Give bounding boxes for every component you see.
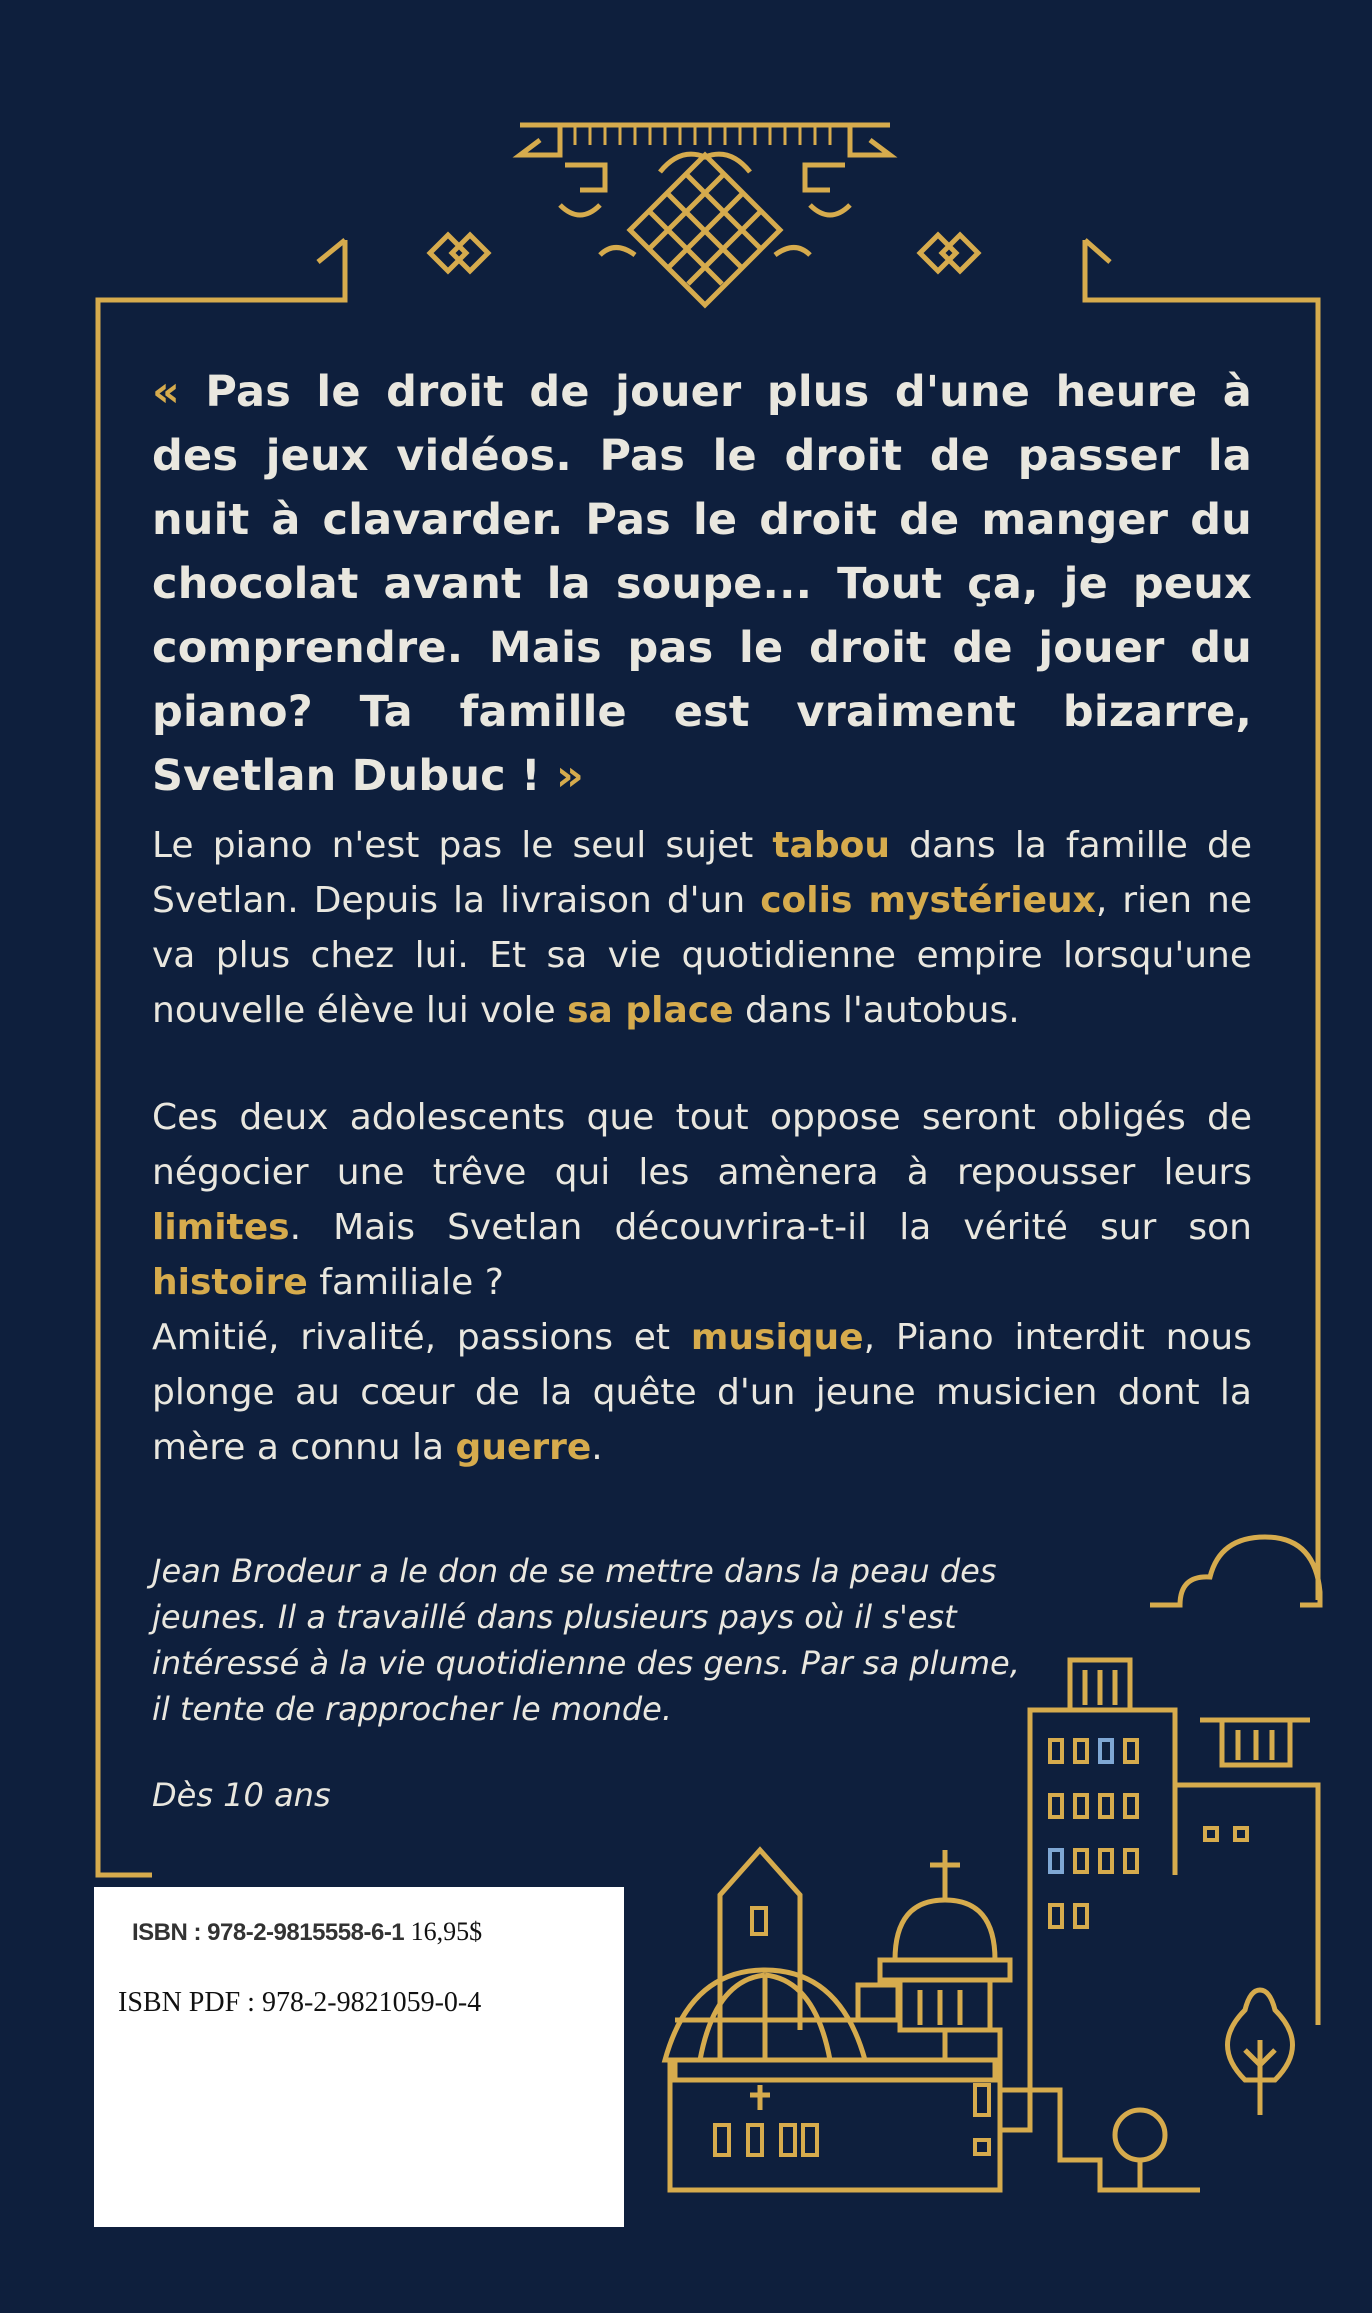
text-span: , Piano interdit nous plonge au cœur de la quête d'un jeune musicien dont la mère a connu la: [152, 1317, 1252, 1468]
cloud-icon: [1150, 1537, 1320, 1605]
text-span: , rien ne va plus chez lui. Et sa vie quotidienne empire lorsqu'une nouvelle élève lui vole: [152, 880, 1253, 1031]
isbn-pdf: ISBN PDF : 978-2-9821059-0-4: [118, 1987, 482, 2018]
text-span: Le piano n'est pas le seul sujet: [152, 825, 773, 866]
highlight-colis: colis mystérieux: [760, 880, 1096, 921]
isbn-print-line: [132, 1917, 482, 1947]
text-span: .: [591, 1427, 603, 1468]
back-cover-quote: [152, 360, 1252, 808]
knot-left-icon: [430, 235, 488, 271]
highlight-musique: musique: [690, 1317, 864, 1358]
text-span: dans l'autobus.: [733, 990, 1020, 1031]
synopsis-paragraph-3: [152, 1310, 1252, 1475]
text-span: . Mais Svetlan découvrira-t-il la vérité sur son: [289, 1207, 1252, 1248]
ornament-icon: [520, 125, 890, 305]
age-recommendation: Dès 10 ans: [152, 1776, 331, 1814]
highlight-histoire: histoire: [152, 1262, 308, 1303]
highlight-tabou: tabou: [772, 825, 890, 866]
isbn-print: ISBN : 978-2-9815558-6-1: [132, 1919, 405, 1946]
isbn-label: [94, 1887, 624, 2227]
text-span: Amitié, rivalité, passions et: [152, 1317, 691, 1358]
highlight-limites: limites: [152, 1207, 290, 1248]
knot-right-icon: [920, 235, 978, 271]
quote-open-mark: «: [152, 367, 180, 417]
highlight-guerre: guerre: [455, 1427, 592, 1468]
synopsis-paragraph-2: [152, 1090, 1252, 1310]
author-bio: Jean Brodeur a le don de se mettre dans la peau des jeunes. Il a travaillé dans plusieurs pays où il s'est intéressé à la vie quotidienne des gens. Par sa plume, il tente de rapprocher le monde.: [152, 1552, 1020, 1728]
quote-text: Pas le droit de jouer plus d'une heure à des jeux vidéos. Pas le droit de passer la nuit à clavarder. Pas le droit de manger du chocolat avant la soupe... Tout ça, je peux comprendre. Mais pas le droit de jouer du piano? Ta famille est vraiment bizarre, Svetlan Dubuc !: [152, 367, 1253, 801]
highlight-sa-place: sa place: [567, 990, 734, 1031]
text-span: Ces deux adolescents que tout oppose seront obligés de négocier une trêve qui les amènera à repousser leurs: [152, 1097, 1252, 1193]
quote-close-mark: »: [556, 751, 584, 801]
city-skyline-illustration: [665, 1660, 1318, 2190]
price: 16,95$: [410, 1917, 483, 1946]
synopsis-paragraph-1: [152, 818, 1252, 1038]
text-span: familiale ?: [307, 1262, 504, 1303]
text-span: dans la famille de Svetlan. Depuis la livraison d'un: [152, 825, 1253, 921]
